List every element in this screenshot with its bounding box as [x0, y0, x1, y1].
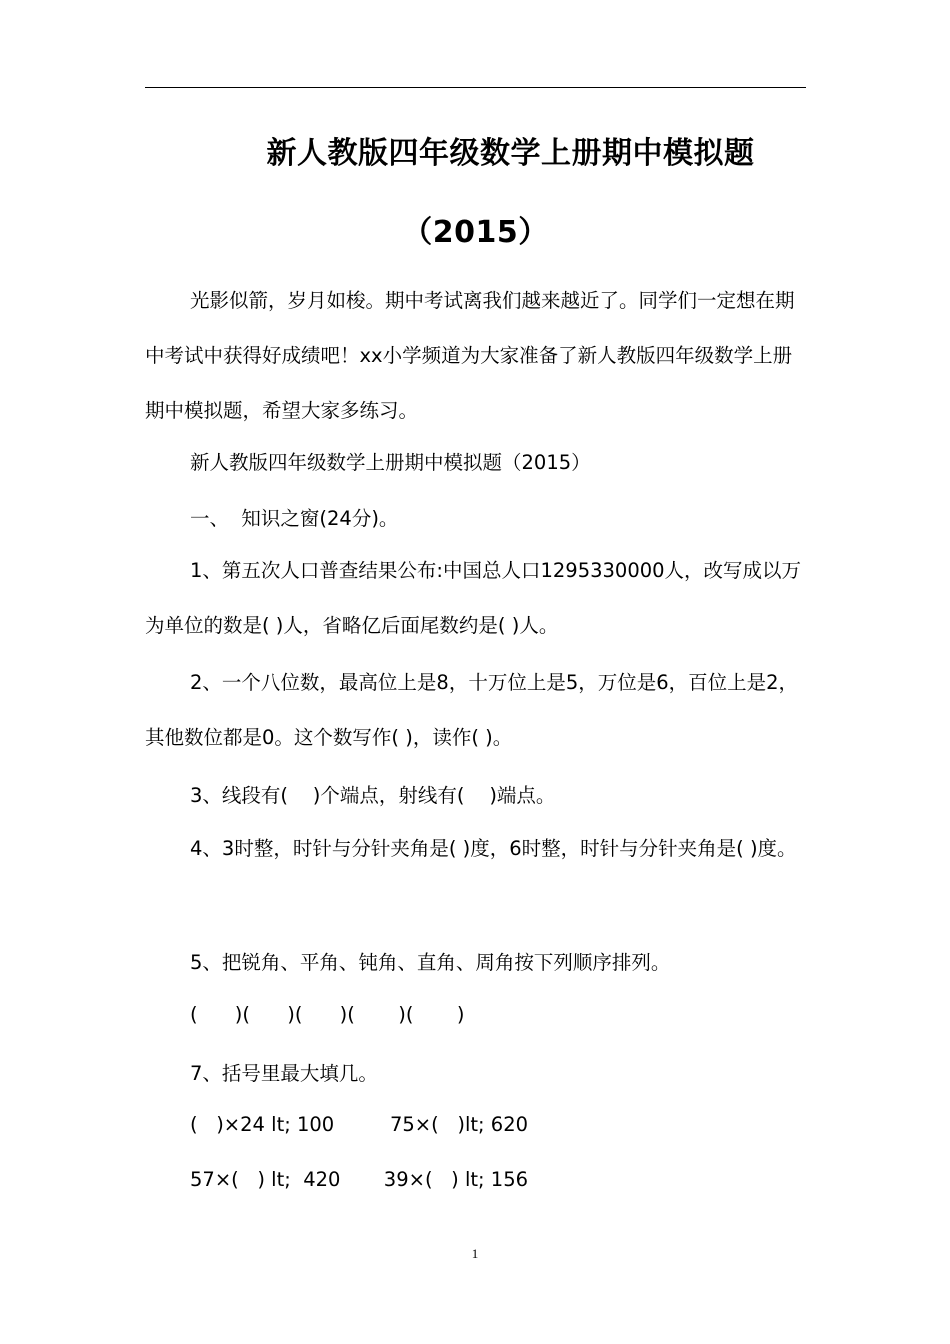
question-4: 4、3时整，时针与分针夹角是( )度，6时整，时针与分针夹角是( )度。 — [190, 837, 797, 860]
question-3: 3、线段有( )个端点，射线有( )端点。 — [190, 784, 556, 807]
question-7: 7、括号里最大填几。 — [190, 1062, 378, 1085]
question-2: 2、一个八位数，最高位上是8，十万位上是5，万位是6，百位上是2，其他数位都是0。这个数写作( )，读作( )。 — [145, 671, 799, 749]
section-heading: 一、 知识之窗(24分)。 — [190, 507, 399, 530]
question-5-blanks: ( )( )( )( )( ) — [190, 1003, 465, 1026]
question-5: 5、把锐角、平角、钝角、直角、周角按下列顺序排列。 — [190, 951, 671, 974]
subtitle-line: 新人教版四年级数学上册期中模拟题（2015） — [190, 451, 591, 474]
intro-paragraph: 光影似箭，岁月如梭。期中考试离我们越来越近了。同学们一定想在期中考试中获得好成绩吧！xx小学频道为大家准备了新人教版四年级数学上册期中模拟题，希望大家多练习。 — [145, 289, 795, 422]
page-number: 1 — [471, 1246, 479, 1261]
question-1: 1、第五次人口普查结果公布:中国总人口1295330000人，改写成以万为单位的数是( )人，省略亿后面尾数约是( )人。 — [145, 559, 802, 637]
question-7-row-2: 57×( ) lt; 420 39×( ) lt; 156 — [190, 1168, 529, 1191]
document-title-year: （2015） — [402, 215, 549, 250]
document-title: 新人教版四年级数学上册期中模拟题 — [266, 136, 755, 171]
question-7-row-1: ( )×24 lt; 100 75×( )lt; 620 — [190, 1113, 529, 1136]
header-rule — [145, 87, 806, 88]
